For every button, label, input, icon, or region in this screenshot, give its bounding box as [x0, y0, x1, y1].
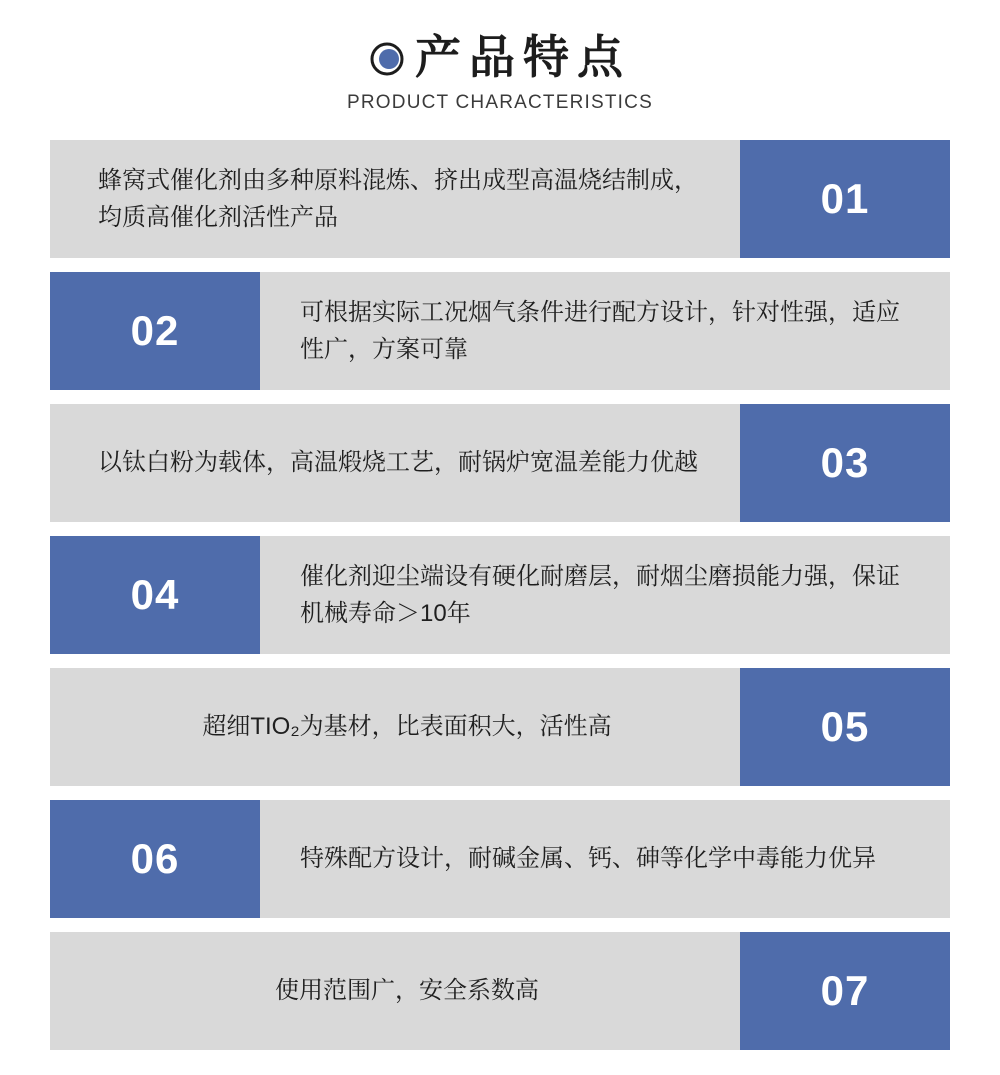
list-item-text-container [260, 272, 950, 390]
list-item-text-container [260, 536, 950, 654]
list-item-text-container [50, 404, 740, 522]
list-item [50, 932, 950, 1050]
list-item-text-container [50, 668, 740, 786]
list-item [50, 272, 950, 390]
list-item-number: 05 [740, 668, 950, 786]
list-item-text-container [50, 932, 740, 1050]
list-item-text: 特殊配方设计，耐碱金属、钙、砷等化学中毒能力优异 [300, 845, 876, 873]
list-item-number: 04 [50, 536, 260, 654]
list-item-number: 07 [740, 932, 950, 1050]
list-item-text: 以钛白粉为载体，高温煅烧工艺，耐锅炉宽温差能力优越 [98, 449, 698, 477]
page-header [0, 0, 1000, 114]
ring-icon [369, 41, 405, 77]
list-item-text-container [50, 140, 740, 258]
list-item-number: 01 [740, 140, 950, 258]
list-item-text: 使用范围广，安全系数高 [275, 977, 539, 1005]
characteristics-list [50, 140, 950, 1050]
title-row [0, 31, 1000, 83]
list-item-text: 可根据实际工况烟气条件进行配方设计，针对性强，适应性广，方案可靠 [300, 298, 900, 363]
list-item-text: 超细TIO₂为基材，比表面积大，活性高 [202, 713, 612, 741]
page-subtitle: PRODUCT CHARACTERISTICS [347, 92, 653, 113]
list-item-text-container [260, 800, 950, 918]
list-item-number: 06 [50, 800, 260, 918]
list-item [50, 404, 950, 522]
page-title: 产品特点 [415, 31, 631, 83]
list-item-number: 02 [50, 272, 260, 390]
list-item-text: 催化剂迎尘端设有硬化耐磨层，耐烟尘磨损能力强，保证机械寿命＞10年 [300, 562, 900, 627]
list-item [50, 800, 950, 918]
list-item-number: 03 [740, 404, 950, 522]
list-item [50, 140, 950, 258]
list-item-text: 蜂窝式催化剂由多种原料混炼、挤出成型高温烧结制成，均质高催化剂活性产品 [98, 166, 698, 231]
list-item [50, 536, 950, 654]
list-item [50, 668, 950, 786]
